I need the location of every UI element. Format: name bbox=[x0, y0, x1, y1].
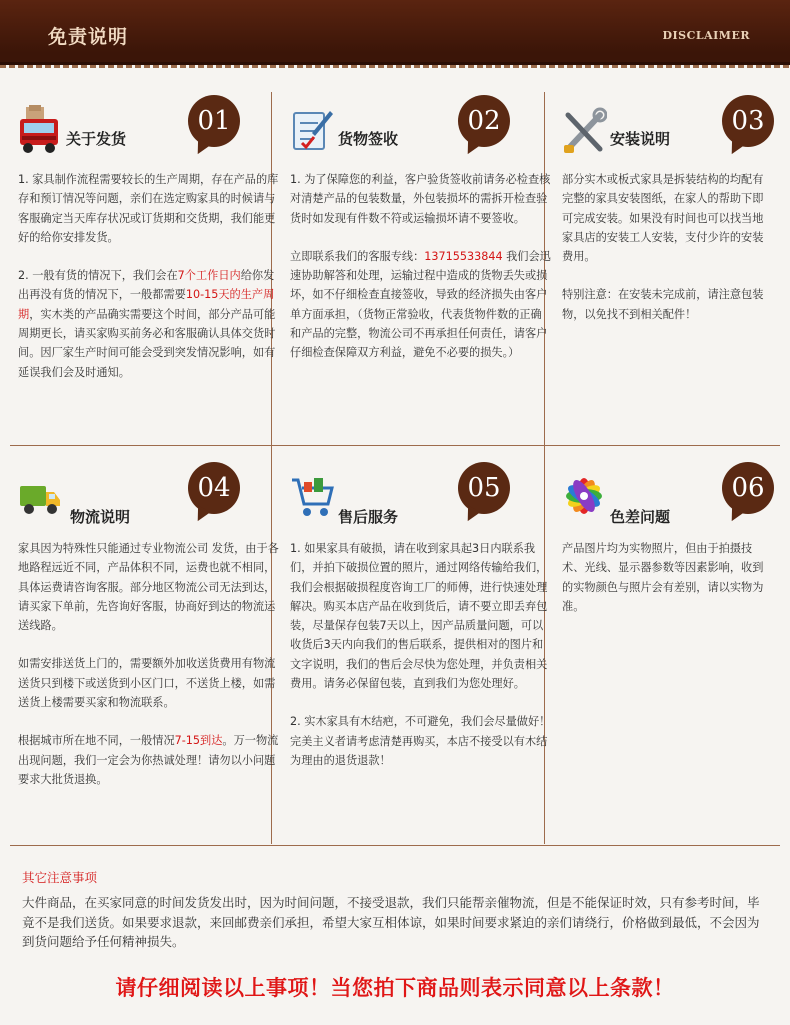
highlight-text: 7-15到达 bbox=[174, 734, 223, 748]
paragraph bbox=[18, 266, 280, 382]
paragraph bbox=[562, 539, 772, 616]
paragraph bbox=[290, 247, 552, 363]
section-title: 物流说明 bbox=[70, 508, 131, 526]
paragraph bbox=[562, 170, 772, 266]
section-receipt bbox=[290, 95, 552, 382]
other-notes-body: 大件商品，在买家同意的时间发货发出时，因为时间问题，不接受退款，我们只能帮亲催物流，但是不能保证时效，只有参考时间，毕竟不是我们送货。如果要求退款，来回邮费亲们承担，希望大家互相体谅，如果时间要求紧迫的亲们请绕行，价格做到最低，不会因为到货问题给予任何精神损失。 bbox=[22, 895, 760, 949]
body-text: 2. 实木家具有木结疤，不可避免，我们会尽量做好！完美主义者请考虑清楚再购买，本店不接受以有木结为理由的退货退款！ bbox=[290, 715, 551, 767]
divider bbox=[10, 845, 780, 846]
section-title: 货物签收 bbox=[338, 130, 399, 148]
section-shipping bbox=[18, 95, 280, 401]
checklist-icon bbox=[290, 105, 335, 153]
shopping-cart-icon bbox=[290, 470, 335, 518]
body-text: 我们会迅速协助解答和处理，运输过程中造成的货物丢失或损坏，如不仔细检查直接签收，导致的经济损失由客户单方面承担，（货物正常验收，代表货物件数的正确和产品的完整，物流公司不再承担任何责任，请客户仔细检查保障双方利益，避免不必要的损失。） bbox=[290, 249, 551, 360]
tools-icon bbox=[562, 105, 607, 153]
section-number-badge: 03 bbox=[722, 95, 774, 147]
paragraph bbox=[18, 731, 280, 789]
section-body bbox=[18, 539, 280, 789]
section-title: 售后服务 bbox=[338, 508, 399, 526]
other-notes-title: 其它注意事项 bbox=[22, 870, 98, 885]
section-number-badge: 04 bbox=[188, 462, 240, 514]
body-text: 2. 一般有货的情况下，我们会在 bbox=[18, 269, 178, 283]
page-subtitle-en: DISCLAIMER bbox=[662, 29, 750, 42]
section-number-badge: 05 bbox=[458, 462, 510, 514]
paragraph bbox=[290, 170, 552, 228]
body-text: 产品图片均为实物照片，但由于拍摄技术、光线、显示器参数等因素影响，收到的实物颜色与照片会有差别，请以实物为准。 bbox=[562, 542, 764, 613]
color-palette-icon bbox=[562, 470, 607, 518]
body-text: 部分实木或板式家具是拆装结构的均配有完整的家具安装图纸，在家人的帮助下即可完成安装。如果没有时间也可以找当地家具店的安装工人安装，支付少许的安装费用。 bbox=[562, 173, 764, 264]
section-title: 关于发货 bbox=[66, 130, 127, 148]
highlight-text: 10-15天的生产周期 bbox=[18, 288, 275, 321]
body-text: 1. 如果家具有破损，请在收到家具起3日内联系我们，并拍下破损位置的照片，通过网络传输给我们，我们会根据破损程度咨询工厂的师傅，进行快速处理解决。购买本店产品在收到货后，请不要立即丢弃包装，尽量保存包装7天以上，因产品质量问题，可以收货后3天内向我们的售后联系，提供相对的图片和文字说明，我们的售后会尽快为您处理，并负责相关费用。请务必保留包装，直到我们为您处理好。 bbox=[290, 542, 548, 691]
page-title: 免责说明 bbox=[48, 26, 129, 48]
section-color-difference bbox=[562, 460, 772, 635]
highlight-text: 13715533844 bbox=[424, 249, 503, 263]
section-logistics bbox=[18, 460, 280, 808]
body-text: 1. 家具制作流程需要较长的生产周期，存在产品的库存和预订情况等问题，亲们在选定购家具的时候请与客服确定当天库存状况或订货期和交货期，我们能更好的给你安排发货。 bbox=[18, 173, 279, 244]
paragraph bbox=[18, 654, 280, 712]
section-body bbox=[290, 539, 552, 770]
section-installation bbox=[562, 95, 772, 343]
body-text: 特别注意：在安装未完成前，请注意包装物，以免找不到相关配件！ bbox=[562, 288, 764, 321]
paragraph bbox=[18, 539, 280, 635]
paragraph bbox=[18, 170, 280, 247]
section-number-badge: 01 bbox=[188, 95, 240, 147]
logistics-truck-icon bbox=[18, 470, 63, 518]
paragraph bbox=[290, 539, 552, 693]
body-text: 给你发出再没有货的情况下，一般都需要 bbox=[18, 269, 275, 302]
divider bbox=[10, 445, 780, 446]
section-number-badge: 02 bbox=[458, 95, 510, 147]
body-text: 1. 为了保障您的利益，客户验货签收前请务必检查核对清楚产品的包装数量，外包装损坏的需拆开检查验货时如发现有件数不符或运输损坏请不要签收。 bbox=[290, 173, 551, 225]
section-body bbox=[290, 170, 552, 363]
highlight-text: 7个工作日内 bbox=[177, 269, 241, 283]
body-text: 立即联系我们的客服专线： bbox=[290, 249, 425, 263]
body-text: ，实木类的产品确实需要这个时间，部分产品可能周期更长，请买家购买前务必和客服确认具体交货时间。因厂家生产时间可能会受到突发情况影响，如有延误我们会及时通知。 bbox=[18, 307, 276, 379]
section-number-badge: 06 bbox=[722, 462, 774, 514]
section-body bbox=[18, 170, 280, 382]
section-body bbox=[562, 170, 772, 324]
section-body bbox=[562, 539, 772, 616]
body-text: 根据城市所在地不同，一般情况 bbox=[18, 734, 175, 748]
agreement-banner: 请仔细阅读以上事项！当您拍下商品则表示同意以上条款！ bbox=[115, 976, 675, 1000]
body-text: 如需安排送货上门的，需要额外加收送货费用有物流送货只到楼下或送货到小区门口，不送货上楼，如需送货上楼需要买家和物流联系。 bbox=[18, 657, 276, 710]
section-after-sales bbox=[290, 460, 552, 789]
header-bar bbox=[0, 0, 790, 65]
body-text: 。万一物流出现问题，我们一定会为你热诚处理！请勿以小问题要求大批货退换。 bbox=[18, 734, 279, 786]
paragraph bbox=[562, 285, 772, 324]
paragraph bbox=[290, 712, 552, 770]
section-title: 色差问题 bbox=[610, 508, 671, 526]
delivery-truck-icon bbox=[18, 105, 63, 153]
body-text: 家具因为特殊性只能通过专业物流公司 发货，由于各地路程远近不同，产品体积不同，运费也就不相同，具体运费请咨询客服。部分地区物流公司无法到达，请买家下单前，先咨询好客服，协商好到达的物流运送线路。 bbox=[18, 542, 279, 633]
section-title: 安装说明 bbox=[610, 130, 671, 148]
